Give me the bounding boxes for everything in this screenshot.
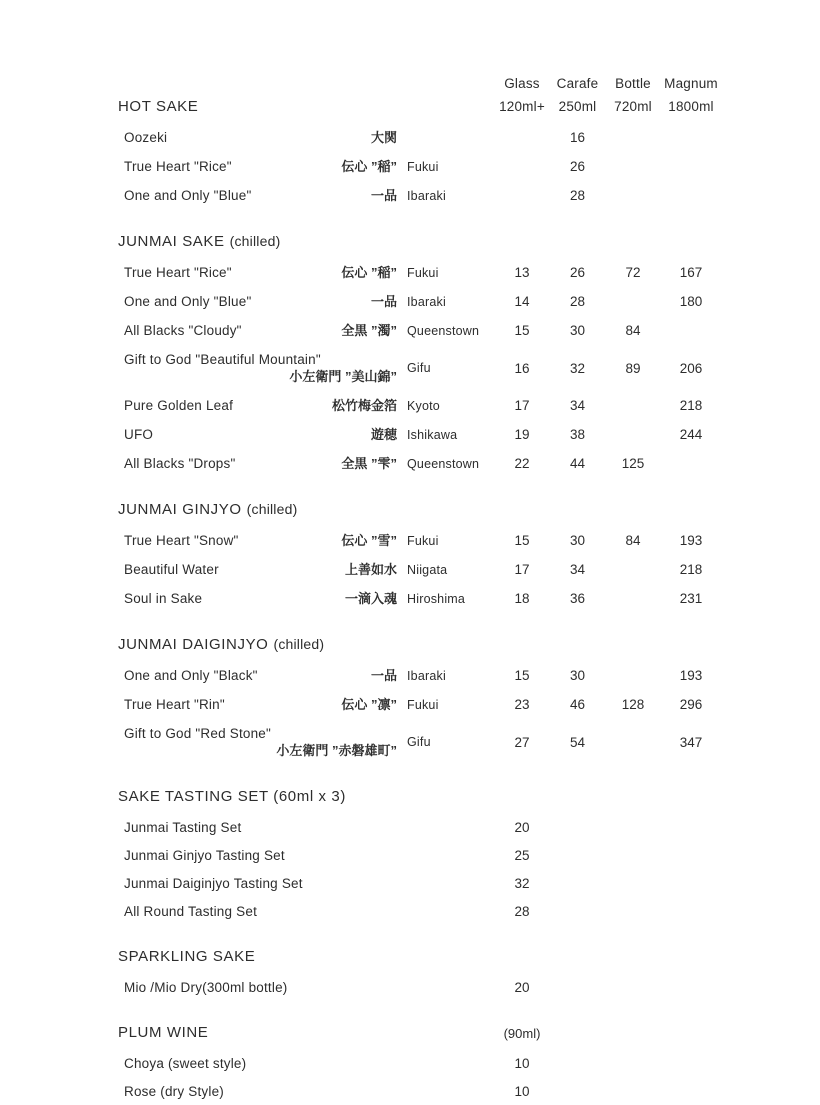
item-row [118,449,788,478]
price-magnum: 180 [679,294,703,309]
item-title-block [118,696,405,714]
item-name: All Round Tasting Set [124,903,258,919]
item-region: Ibaraki [407,668,446,683]
section-title-text: JUNMAI GINJYO [118,501,242,518]
section-title-text: JUNMAI DAIGINJYO [118,636,269,653]
item-name: Pure Golden Leaf [124,397,234,413]
price-glass: 13 [514,265,530,280]
price-carafe: 46 [569,697,586,712]
item-region: Ishikawa [407,427,458,442]
menu-content [118,74,788,1105]
section-title-block [118,501,495,519]
section-title-block [118,948,495,966]
item-region: Ibaraki [407,188,446,203]
item-title-block [118,819,405,836]
item-title-block [118,847,405,864]
item-row [118,287,788,316]
price-carafe: 30 [569,533,586,548]
item-name: UFO [124,426,154,442]
section-title-row [118,233,788,251]
item-name: True Heart "Rice" [124,158,232,174]
item-name-japanese: 一品 [370,293,397,309]
column-header-bottle: Bottle [615,75,651,91]
item-name-japanese: 一品 [370,187,397,203]
item-row [118,690,788,719]
item-name-japanese: 伝心 ”稲” [341,264,397,280]
price-magnum: 244 [679,427,703,442]
item-row [118,181,788,210]
section-size-note: (90ml) [503,1025,541,1041]
section-title-text: PLUM WINE [118,1024,209,1041]
price-glass: 22 [514,456,530,471]
price-glass: 19 [514,427,530,442]
item-name: Gift to God "Red Stone" [124,725,272,741]
item-name-japanese: 全黒 ”濁” [341,322,397,338]
item-title-block [118,158,405,176]
price-carafe: 26 [569,159,586,174]
item-title-block [118,129,405,147]
item-name: Mio /Mio Dry(300ml bottle) [124,979,288,995]
item-name: Choya (sweet style) [124,1055,247,1071]
price-glass: 20 [514,979,530,995]
column-size-magnum: 1800ml [668,99,714,114]
item-name: Oozeki [124,129,168,145]
item-row [118,841,788,869]
price-magnum: 193 [679,668,703,683]
price-carafe: 30 [569,668,586,683]
price-glass: 14 [514,294,530,309]
section-title-row [118,788,788,806]
item-row [118,526,788,555]
item-name: Gift to God "Beautiful Mountain" [124,351,321,367]
price-glass: 17 [514,562,530,577]
item-title-block [118,725,405,760]
column-size-glass: 120ml+ [499,99,545,114]
column-headers-row [118,74,788,92]
item-region: Gifu [407,361,431,375]
price-carafe: 34 [569,398,586,413]
item-row [118,152,788,181]
price-glass: 10 [514,1083,530,1099]
item-title-block [118,264,405,282]
item-row [118,973,788,1001]
item-row [118,869,788,897]
price-carafe: 36 [569,591,586,606]
section-title-block [118,1024,495,1042]
item-row [118,661,788,690]
item-name: Soul in Sake [124,590,203,606]
item-title-block [118,561,405,579]
item-name: All Blacks "Cloudy" [124,322,242,338]
price-glass: 17 [514,398,530,413]
item-title-block [118,532,405,550]
price-bottle: 72 [625,265,641,280]
item-row [118,123,788,152]
item-row [118,316,788,345]
item-row [118,1049,788,1077]
price-carafe: 28 [569,188,586,203]
section-title-text: SPARKLING SAKE [118,948,256,965]
price-glass: 23 [514,697,530,712]
price-bottle: 125 [621,456,645,471]
item-title-block [118,455,405,473]
price-glass: 32 [514,875,530,891]
item-name: One and Only "Blue" [124,293,252,309]
section-title-text: JUNMAI SAKE [118,233,225,250]
price-bottle: 84 [625,533,641,548]
section-title-block [118,636,495,654]
price-magnum: 296 [679,697,703,712]
item-name-japanese: 伝心 ”雪” [341,532,397,548]
price-carafe: 26 [569,265,586,280]
item-row [118,897,788,925]
item-region: Hiroshima [407,591,466,606]
item-region: Ibaraki [407,294,446,309]
price-glass: 18 [514,591,530,606]
item-name-japanese: 大関 [370,129,397,145]
item-row [118,719,788,765]
price-glass: 25 [514,847,530,863]
item-title-block [118,903,405,920]
price-glass: 27 [514,734,530,750]
item-name: Junmai Daiginjyo Tasting Set [124,875,303,891]
price-magnum: 193 [679,533,703,548]
item-title-block [118,1083,405,1100]
section-title-text: SAKE TASTING SET (60ml x 3) [118,788,346,805]
price-magnum: 347 [679,734,703,750]
item-name: Beautiful Water [124,561,219,577]
column-sizes-row [118,98,788,115]
item-title-block [118,590,405,608]
price-magnum: 218 [679,398,703,413]
item-row [118,555,788,584]
item-name: All Blacks "Drops" [124,455,236,471]
item-name-japanese: 遊穂 [370,426,397,442]
item-name-japanese: 伝心 ”凛” [341,696,397,712]
item-name-japanese: 一品 [370,667,397,683]
item-name-japanese: 松竹梅金箔 [331,397,397,413]
item-region: Queenstown [407,456,480,471]
item-name-japanese: 全黒 ”雫” [341,455,397,471]
price-glass: 16 [514,360,530,376]
section-title-suffix: (chilled) [273,636,325,652]
price-carafe: 34 [569,562,586,577]
item-row [118,391,788,420]
section-title-row [118,948,788,966]
item-title-block [118,322,405,340]
item-title-block [118,351,405,386]
item-region: Queenstown [407,323,480,338]
price-magnum: 206 [679,360,703,376]
price-glass: 10 [514,1055,530,1071]
item-name-japanese: 伝心 ”稲” [341,158,397,174]
item-region: Fukui [407,533,439,548]
item-name-japanese: 一滴入魂 [344,590,397,606]
item-title-block [118,667,405,685]
price-glass: 28 [514,903,530,919]
price-carafe: 28 [569,294,586,309]
item-region: Gifu [407,735,431,749]
item-row [118,1077,788,1105]
item-title-block [118,293,405,311]
price-carafe: 54 [569,734,586,750]
item-region: Niigata [407,562,448,577]
column-header-magnum: Magnum [664,75,718,91]
item-name: One and Only "Black" [124,667,258,683]
section-title-suffix: (chilled) [229,233,281,249]
price-magnum: 231 [679,591,703,606]
item-title-block [118,426,405,444]
item-name: Junmai Ginjyo Tasting Set [124,847,285,863]
item-title-block [118,979,405,996]
item-name: Junmai Tasting Set [124,819,242,835]
section-title-row [118,501,788,519]
item-row [118,584,788,613]
item-row [118,345,788,391]
price-magnum: 167 [679,265,703,280]
item-name-japanese: 小左衛門 ”赤磐雄町” [276,742,397,758]
item-row [118,420,788,449]
section-title-row [118,1024,788,1042]
price-bottle: 128 [621,697,645,712]
item-row [118,258,788,287]
item-name: Rose (dry Style) [124,1083,224,1099]
price-carafe: 38 [569,427,586,442]
item-name: True Heart "Rin" [124,696,225,712]
item-title-block [118,875,405,892]
item-row [118,813,788,841]
item-region: Fukui [407,265,439,280]
item-name: True Heart "Rice" [124,264,232,280]
price-carafe: 16 [569,130,586,145]
item-name: True Heart "Snow" [124,532,239,548]
column-header-glass: Glass [504,75,540,91]
section-title-hot-sake: HOT SAKE [118,98,199,115]
price-carafe: 30 [569,323,586,338]
price-glass: 15 [514,323,530,338]
item-name: One and Only "Blue" [124,187,252,203]
price-glass: 15 [514,533,530,548]
column-header-carafe: Carafe [556,75,599,91]
section-title-block [118,233,495,251]
price-carafe: 44 [569,456,586,471]
section-title-suffix: (chilled) [246,501,298,517]
item-region: Fukui [407,697,439,712]
section-title-block [118,788,495,806]
price-carafe: 32 [569,360,586,376]
item-title-block [118,1055,405,1072]
price-bottle: 89 [625,360,641,376]
column-size-bottle: 720ml [614,99,652,114]
column-size-carafe: 250ml [558,99,597,114]
item-region: Kyoto [407,398,440,413]
item-name-japanese: 上善如水 [344,561,397,577]
price-glass: 20 [514,819,530,835]
price-glass: 15 [514,668,530,683]
item-region: Fukui [407,159,439,174]
section-title-row [118,636,788,654]
item-title-block [118,187,405,205]
price-magnum: 218 [679,562,703,577]
item-name-japanese: 小左衛門 ”美山錦” [289,368,397,384]
price-bottle: 84 [625,323,641,338]
item-title-block [118,397,405,415]
